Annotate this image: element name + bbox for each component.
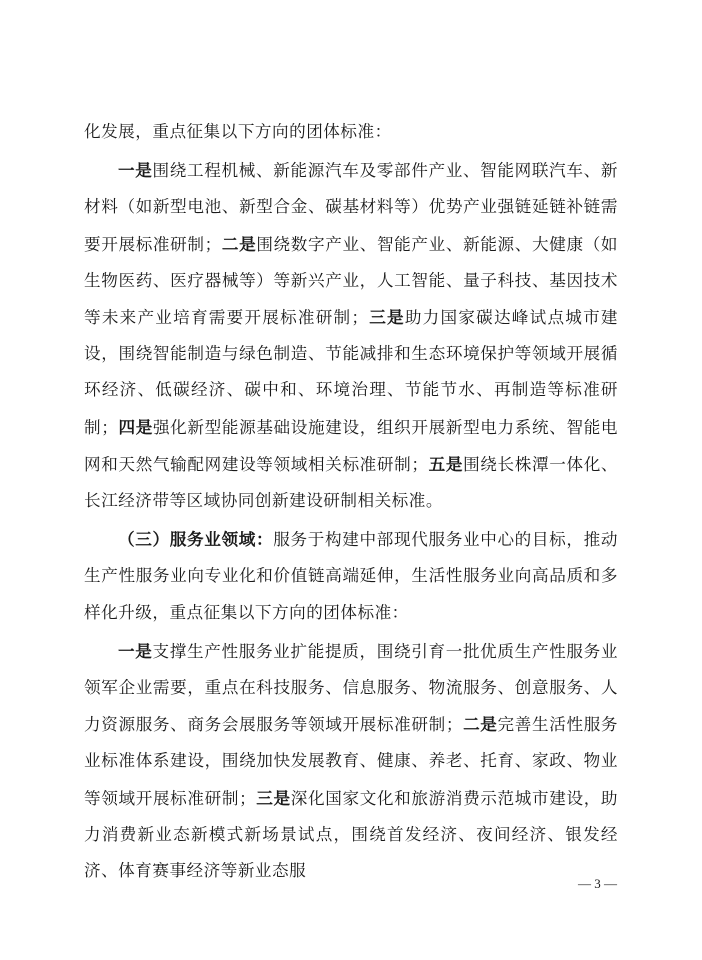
paragraph-4 (84, 633, 618, 889)
text-run: 支撑生产性服务业扩能提质，围绕引育一批优质生产性服务业领军企业需要，重点在科技服务、信息服务、物流服务、创意服务、人力资源服务、商务会展服务等领域开展标准研制； (84, 641, 619, 735)
keyword-wu-shi: 五是 (428, 453, 464, 474)
text-run: 围绕数字产业、智能产业、新能源、大健康（如生物医药、医疗器械等）等新兴产业，人工智能、量子科技、基因技术等未来产业培育需要开展标准研制； (84, 234, 619, 328)
text-run: 完善生活性服务业标准体系建设，围绕加快发展教育、健康、养老、托育、家政、物业等领域开展标准研制； (84, 715, 619, 808)
paragraph-3 (84, 521, 618, 631)
text-run: 服务于构建中部现代服务业中心的目标，推动生产性服务业向专业化和价值链高端延伸，生活性服务业向高品质和多样化升级，重点征集以下方向的团体标准： (84, 530, 619, 622)
keyword-yi-shi: 一是 (118, 640, 153, 661)
keyword-si-shi: 四是 (118, 416, 153, 437)
paragraph-2 (84, 152, 618, 519)
keyword-er-shi: 二是 (462, 714, 498, 735)
keyword-san-shi: 三是 (368, 307, 405, 328)
text-run: 围绕长株潭一体化、长江经济带等区域协同创新建设研制相关标准。 (84, 454, 619, 511)
text-run: 助力国家碳达峰试点城市建设，围绕智能制造与绿色制造、节能减排和生态环境保护等领域开展循环经济、低碳经济、碳中和、环境治理、节能节水、再制造等标准研制； (84, 308, 619, 437)
text-run: 围绕工程机械、新能源汽车及零部件产业、智能网联汽车、新材料（如新型电池、新型合金、碳基材料等）优势产业强链延链补链需要开展标准研制； (84, 161, 619, 254)
body-text (84, 114, 618, 889)
text-run: 强化新型能源基础设施建设，组织开展新型电力系统、智能电网和天然气输配网建设等领域相关标准研制； (84, 417, 619, 474)
keyword-er-shi: 二是 (221, 233, 257, 254)
text-run: 深化国家文化和旅游消费示范城市建设，助力消费新业态新模式新场景试点，围绕首发经济、夜间经济、银发经济、体育赛事经济等新业态服 (84, 788, 619, 881)
page-number: — 3 — (578, 876, 617, 891)
text-run: 化发展，重点征集以下方向的团体标准： (84, 122, 392, 141)
section-heading-services: （三）服务业领域： (118, 529, 274, 550)
keyword-yi-shi: 一是 (118, 160, 153, 181)
keyword-san-shi: 三是 (256, 787, 291, 808)
paragraph-1 (84, 114, 618, 150)
